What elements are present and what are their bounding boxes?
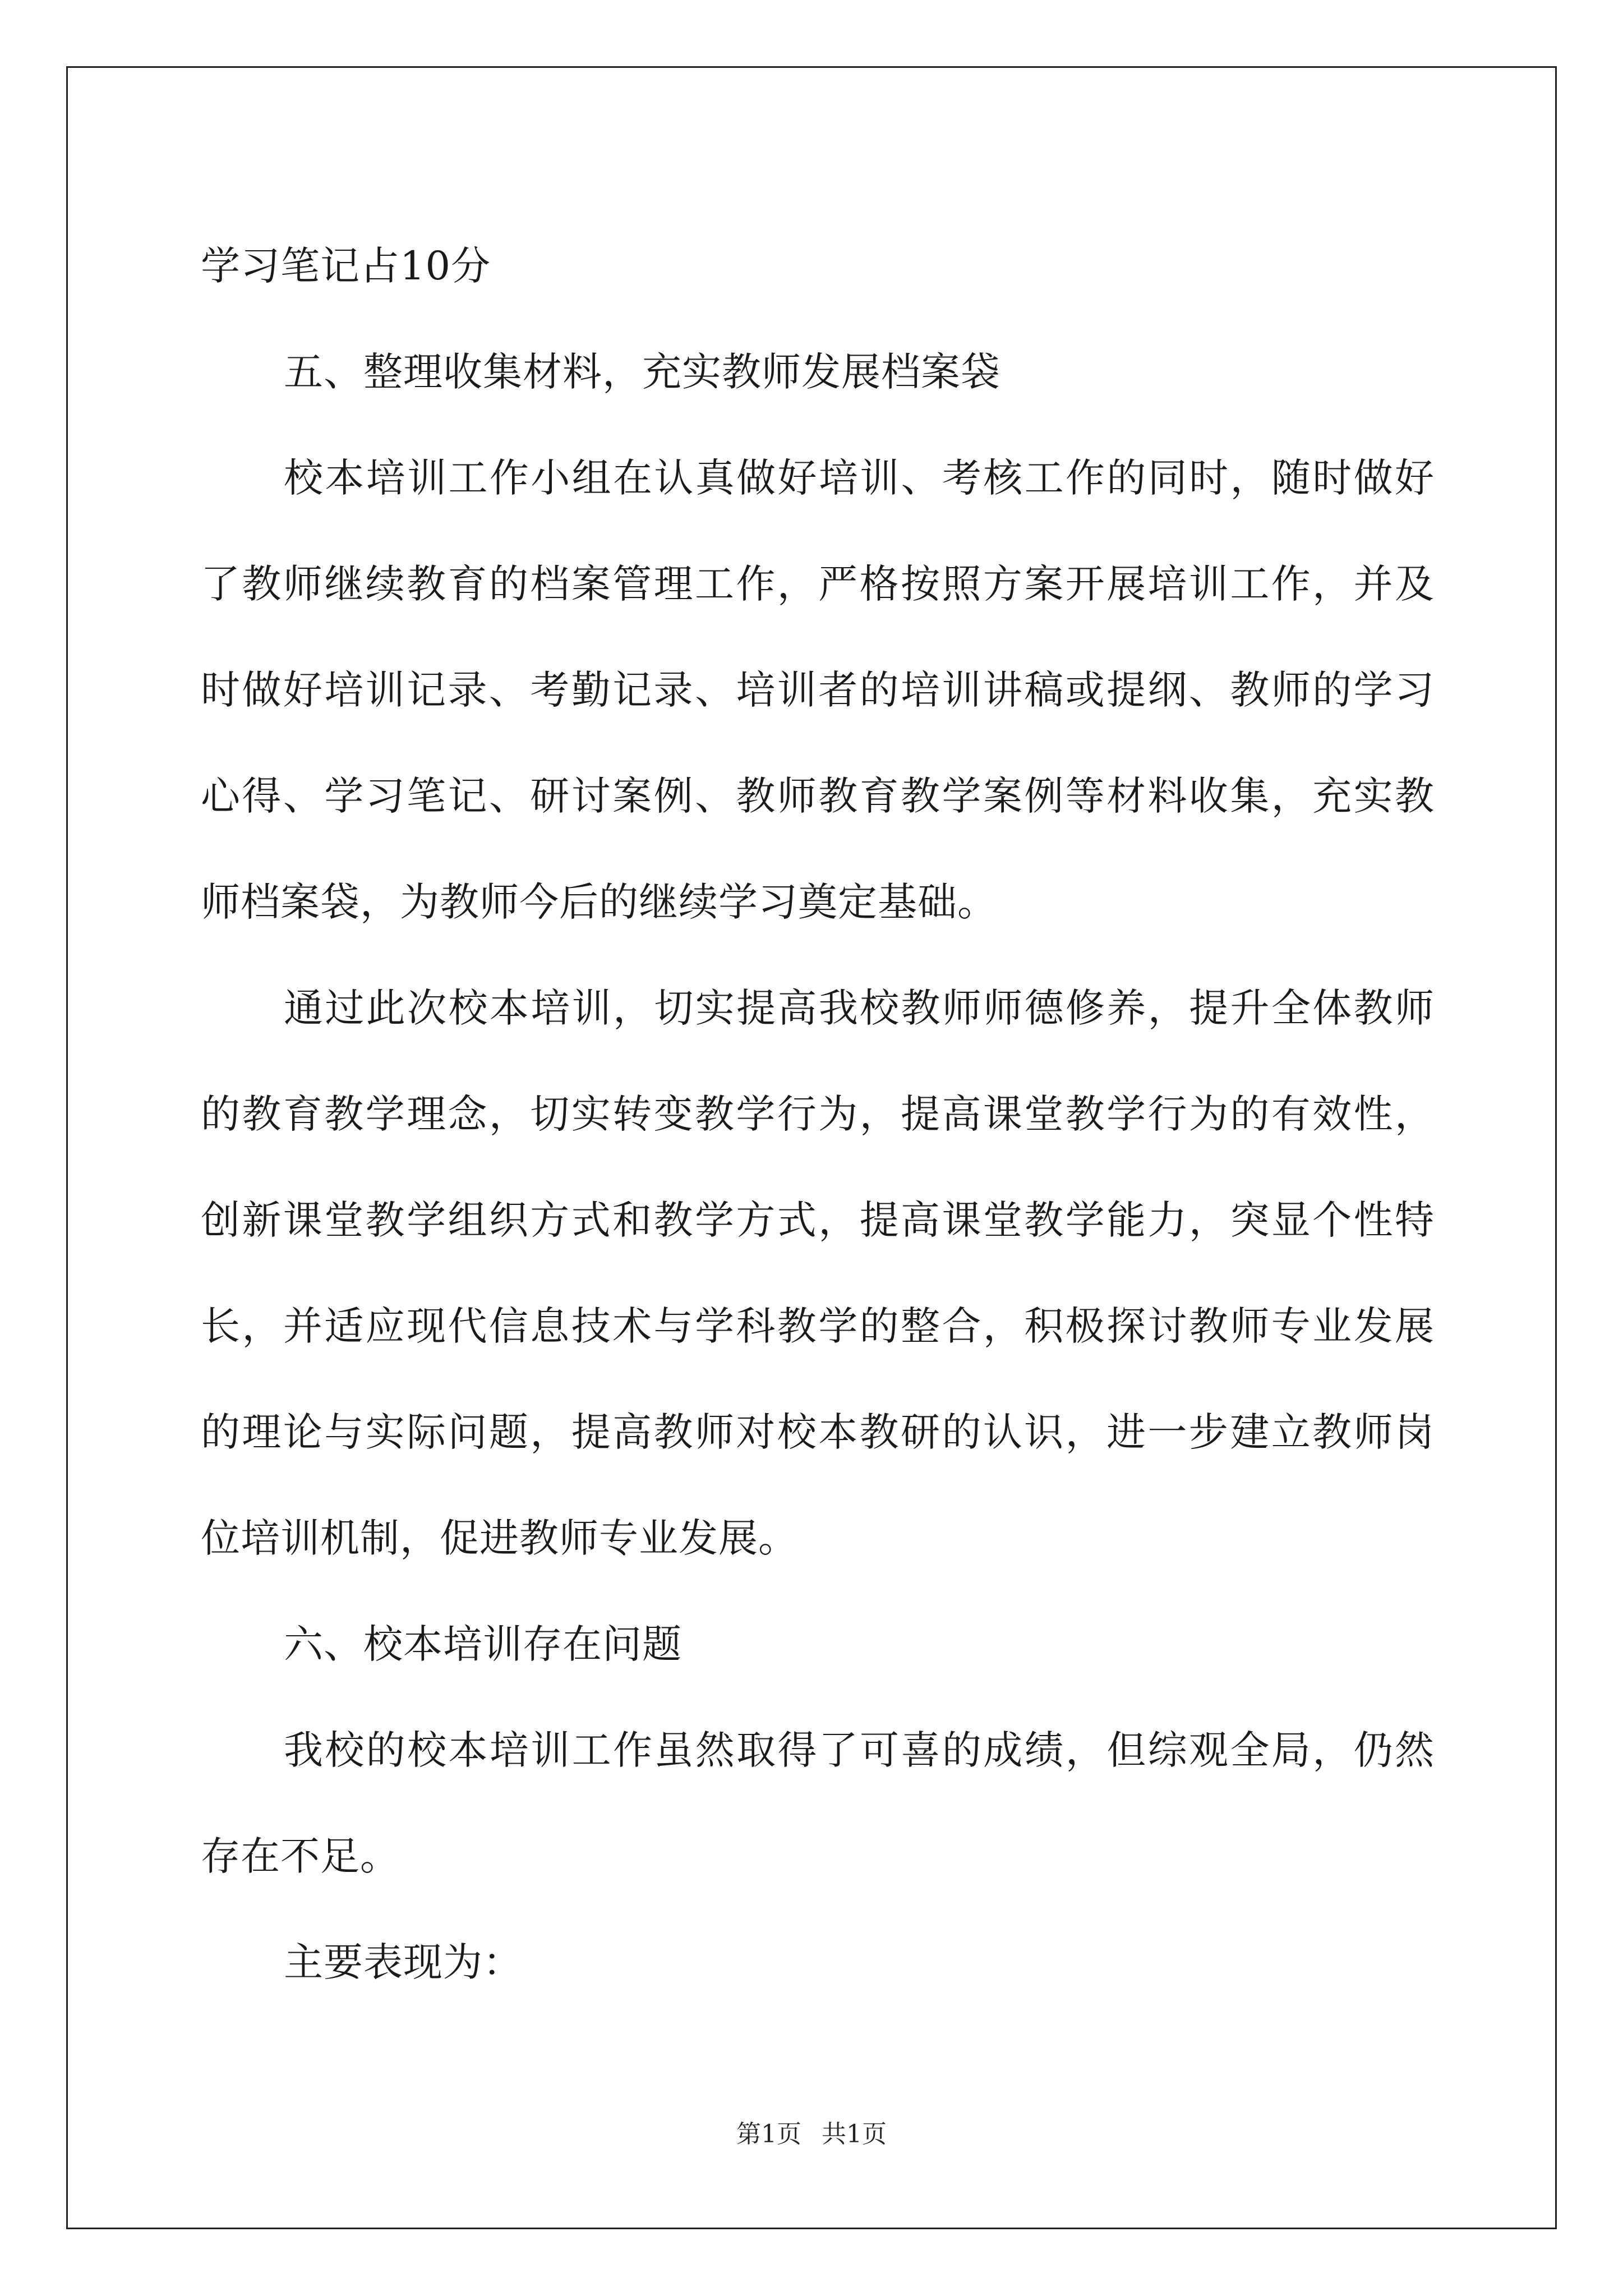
paragraph-training-outcomes: 通过此次校本培训，切实提高我校教师师德修养，提升全体教师的教育教学理念，切实转变教学行为，提高课堂教学行为的有效性，创新课堂教学组织方式和教学方式，提高课堂教学能力，突显个性特长，并适应现代信息技术与学科教学的整合，积极探讨教师专业发展的理论与实际问题，提高教师对校本教研的认识，进一步建立教师岗位培训机制，促进教师专业发展。 (201, 985, 1435, 1561)
page-number: 第1页 (736, 2120, 801, 2148)
paragraph-study-notes-score: 学习笔记占10分 (201, 243, 491, 289)
document-body (201, 213, 1435, 2016)
paragraph-main-manifestations: 主要表现为： (284, 1939, 523, 1985)
page-total: 共1页 (822, 2120, 887, 2148)
paragraph-shortcomings: 我校的校本培训工作虽然取得了可喜的成绩，但综观全局，仍然存在不足。 (201, 1727, 1435, 1879)
page-footer (0, 2118, 1623, 2151)
paragraph-archive-management: 校本培训工作小组在认真做好培训、考核工作的同时，随时做好了教师继续教育的档案管理工作，严格按照方案开展培训工作，并及时做好培训记录、考勤记录、培训者的培训讲稿或提纲、教师的学习心得、学习笔记、研讨案例、教师教育教学案例等材料收集，充实教师档案袋，为教师今后的继续学习奠定基础。 (201, 455, 1435, 925)
heading-section-six: 六、校本培训存在问题 (284, 1621, 682, 1667)
heading-section-five: 五、整理收集材料，充实教师发展档案袋 (284, 349, 1000, 395)
